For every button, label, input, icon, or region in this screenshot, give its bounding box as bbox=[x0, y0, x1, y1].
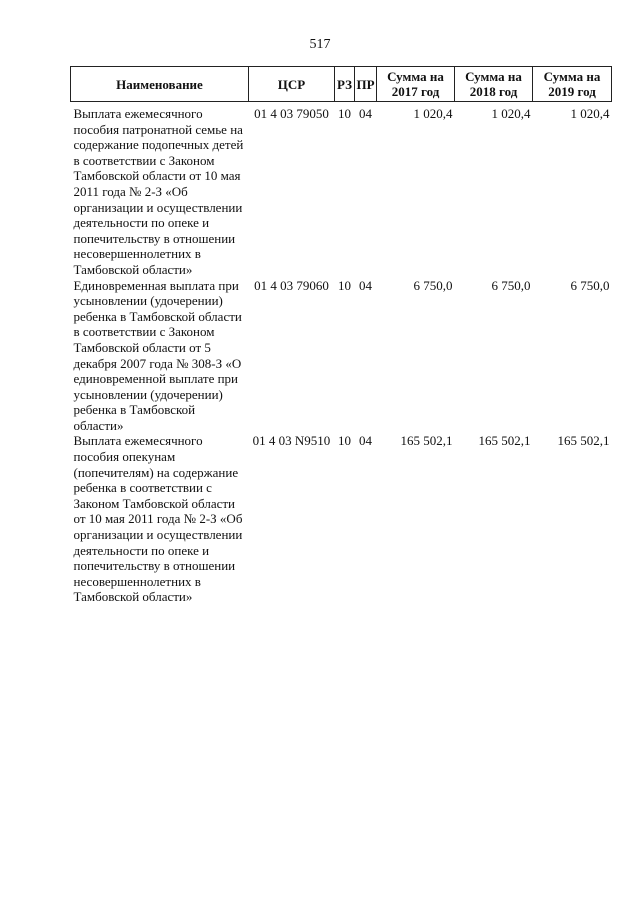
row-sum-2019: 1 020,4 bbox=[570, 106, 610, 121]
row-csr: 01 4 03 N9510 bbox=[252, 433, 331, 449]
row-name: Единовременная выплата при усыновлении (удочерении) ребенка в Тамбовской области в соответствии с Законом Тамбовской области от 5 декабря 2007 года № 308-З «О единовременной выплате при усыновлении (удочерении) ребенка в Тамбовской области» bbox=[73, 277, 242, 433]
header-sum-2019: Сумма на 2019 год bbox=[533, 67, 612, 102]
row-sum-2018: 1 020,4 bbox=[491, 106, 531, 121]
row-pr: 04 bbox=[359, 106, 372, 121]
header-pr: ПР bbox=[355, 67, 377, 102]
header-csr: ЦСР bbox=[249, 67, 335, 102]
row-sum-2017: 6 750,0 bbox=[413, 277, 453, 293]
header-name: Наименование bbox=[71, 67, 249, 102]
row-sum-2018: 6 750,0 bbox=[491, 277, 531, 293]
header-sum-2017: Сумма на 2017 год bbox=[377, 67, 455, 102]
row-sum-2017: 1 020,4 bbox=[413, 106, 453, 121]
header-sum-2018: Сумма на 2018 год bbox=[455, 67, 533, 102]
row-rz: 10 bbox=[338, 106, 351, 121]
row-name: Выплата ежемесячного пособия патронатной семье на содержание подопечных детей в соответствии с Законом Тамбовской области от 10 мая 2011 года № 2-З «Об организации и осуществлении деятельности по опеке и попечительству в отношении несовершеннолетних в Тамбовской области» bbox=[73, 106, 244, 277]
budget-table bbox=[70, 66, 612, 605]
table-row bbox=[71, 102, 612, 278]
row-sum-2019: 6 750,0 bbox=[570, 277, 610, 293]
row-csr: 01 4 03 79050 bbox=[254, 106, 329, 121]
header-rz: РЗ bbox=[335, 67, 355, 102]
table-row bbox=[71, 433, 612, 605]
table-header bbox=[71, 67, 612, 102]
row-csr: 01 4 03 79060 bbox=[254, 277, 329, 293]
row-sum-2018: 165 502,1 bbox=[478, 433, 531, 449]
row-sum-2019: 165 502,1 bbox=[557, 433, 610, 449]
row-name: Выплата ежемесячного пособия опекунам (попечителям) на содержание ребенка в соответствии с Законом Тамбовской области от 10 мая 2011 года № 2-З «Об организации и осуществлении деятельности по опеке и попечительству в отношении несовершеннолетних в Тамбовской области» bbox=[73, 433, 243, 605]
row-sum-2017: 165 502,1 bbox=[400, 433, 453, 449]
table-row bbox=[71, 278, 612, 434]
row-rz: 10 bbox=[338, 433, 351, 449]
row-pr: 04 bbox=[359, 277, 372, 293]
row-rz: 10 bbox=[338, 277, 351, 293]
row-pr: 04 bbox=[359, 433, 372, 449]
page-number: 517 bbox=[309, 37, 331, 52]
